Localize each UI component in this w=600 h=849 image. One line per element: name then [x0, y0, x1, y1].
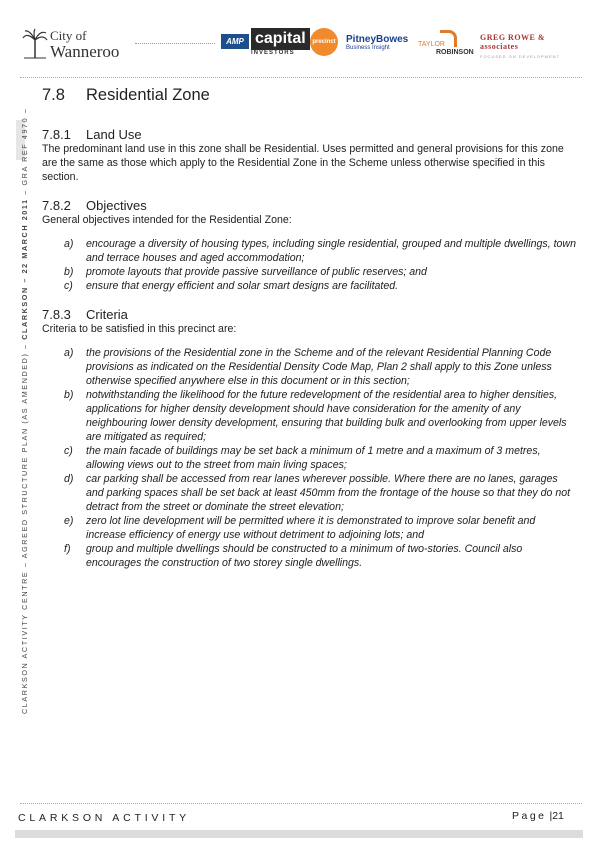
list-item: [42, 279, 576, 293]
header-rule: [20, 77, 582, 78]
list-marker: a): [64, 347, 74, 359]
list-item: [42, 346, 576, 388]
section-title: Residential Zone: [86, 86, 210, 104]
list-item-text: ensure that energy efficient and solar smart designs are facilitated.: [86, 280, 399, 292]
footer-rule: [20, 803, 582, 804]
land-use-title: Land Use: [86, 127, 142, 142]
criteria-number: 7.8.3: [42, 307, 71, 322]
list-item-text: the provisions of the Residential zone in the Scheme and of the relevant Residential Planning Code provisions as indicated on the Residential Density Code Map, Plan 2 shall apply to this Zone unless otherwise specified anywhere else in this document or in this section;: [86, 347, 552, 387]
amp-sub: INVESTORS: [251, 50, 295, 56]
section-heading: [42, 86, 576, 105]
land-use-heading: [42, 127, 576, 142]
objectives-intro: General objectives intended for the Residential Zone:: [42, 214, 292, 226]
pitney-bowes-logo: [346, 34, 416, 51]
list-item: [42, 265, 576, 279]
criteria-intro: Criteria to be satisfied in this precinct are:: [42, 323, 237, 335]
objectives-number: 7.8.2: [42, 198, 71, 213]
list-item-text: group and multiple dwellings should be constructed to a minimum of two-stories. Council also encourages the construction of two storey single dwellings.: [86, 543, 523, 569]
amp-name: capital: [251, 28, 310, 50]
list-marker: b): [64, 389, 74, 401]
page-label: Page: [512, 810, 547, 822]
list-item-text: notwithstanding the likelihood for the future redevelopment of the residential area to higher densities, applications for higher density development should have consideration for the amenity of any neighbouring lower density development, ensuring that building bulk and overlooking from upper levels are mitigated as required;: [86, 389, 567, 443]
criteria-section: [42, 307, 576, 570]
header-dotted-divider: [135, 43, 215, 44]
greg-rowe-name: GREG ROWE & associates: [480, 33, 546, 51]
objectives-title: Objectives: [86, 198, 147, 213]
list-item: [42, 237, 576, 265]
list-marker: f): [64, 543, 71, 555]
city-logo-line2: Wanneroo: [50, 42, 120, 61]
objectives-section: [42, 198, 576, 293]
amp-mark: AMP: [221, 34, 249, 49]
side-strip-tail: – GRA REF 4970 –: [20, 107, 29, 199]
list-item-text: encourage a diversity of housing types, including single residential, grouped and multiple dwellings, town and terrace houses and aged accommodation;: [86, 238, 576, 264]
land-use-body: The predominant land use in this zone shall be Residential. Uses permitted and general provisions for this zone are the same as those which apply to the Residential Zone in the Scheme unless otherwise specified in this section.: [42, 143, 564, 183]
list-item: [42, 388, 576, 444]
taylor-top: TAYLOR: [418, 41, 445, 48]
side-strip-bold: CLARKSON – 22 MARCH 2011: [20, 198, 29, 340]
land-use-number: 7.8.1: [42, 127, 71, 142]
list-item-text: the main facade of buildings may be set back a minimum of 1 metre and a maximum of 3 metres, allowing views out to the street from main living spaces;: [86, 445, 541, 471]
taylor-robinson-logo: [418, 30, 472, 58]
city-of-wanneroo-logo: [22, 26, 132, 66]
precinct-logo: precinct: [310, 28, 338, 56]
criteria-title: Criteria: [86, 307, 128, 322]
footer-title: CLARKSON ACTIVITY: [18, 812, 190, 824]
objectives-heading: [42, 198, 576, 213]
list-item-text: promote layouts that provide passive surveillance of public reserves; and: [86, 266, 427, 278]
list-marker: a): [64, 238, 74, 250]
list-item: [42, 542, 576, 570]
list-item: [42, 472, 576, 514]
greg-rowe-sub: FOCUSED ON DEVELOPMENT: [480, 54, 561, 59]
section-number: 7.8: [42, 86, 65, 104]
list-marker: b): [64, 266, 74, 278]
pitney-sub: Business Insight: [346, 45, 390, 51]
page-number-block: [512, 810, 564, 822]
page-number: 21: [552, 810, 564, 822]
footer-bar: [15, 830, 583, 838]
list-item: [42, 514, 576, 542]
palm-tree-icon: [22, 28, 48, 60]
list-item-text: car parking shall be accessed from rear lanes wherever possible. Where there are no lanes, garages and parking spaces shall be set back at least 450mm from the frontage of the house so that they do not detract from the street or dominate the street elevation;: [86, 473, 571, 513]
land-use-section: [42, 127, 576, 184]
main-content: [42, 86, 576, 570]
criteria-list: [42, 346, 576, 570]
side-strip-plain: CLARKSON ACTIVITY CENTRE – AGREED STRUCTURE PLAN (AS AMENDED) –: [20, 339, 29, 714]
list-marker: e): [64, 515, 74, 527]
list-marker: c): [64, 445, 73, 457]
list-item-text: zero lot line development will be permitted where it is demonstrated to improve solar benefit and increase efficiency of energy use without detriment to adjoining lots; and: [86, 515, 536, 541]
list-marker: d): [64, 473, 74, 485]
objectives-list: [42, 237, 576, 293]
city-logo-line1: City of: [50, 28, 87, 43]
side-strip-text: [20, 107, 29, 714]
list-item: [42, 444, 576, 472]
taylor-bottom: ROBINSON: [436, 49, 474, 56]
list-marker: c): [64, 280, 73, 292]
page-separator: |: [549, 810, 553, 822]
page-header: [0, 0, 600, 80]
greg-rowe-logo: [480, 33, 580, 59]
pitney-name: PitneyBowes: [346, 34, 409, 45]
amp-capital-logo: [221, 28, 306, 60]
criteria-heading: [42, 307, 576, 322]
